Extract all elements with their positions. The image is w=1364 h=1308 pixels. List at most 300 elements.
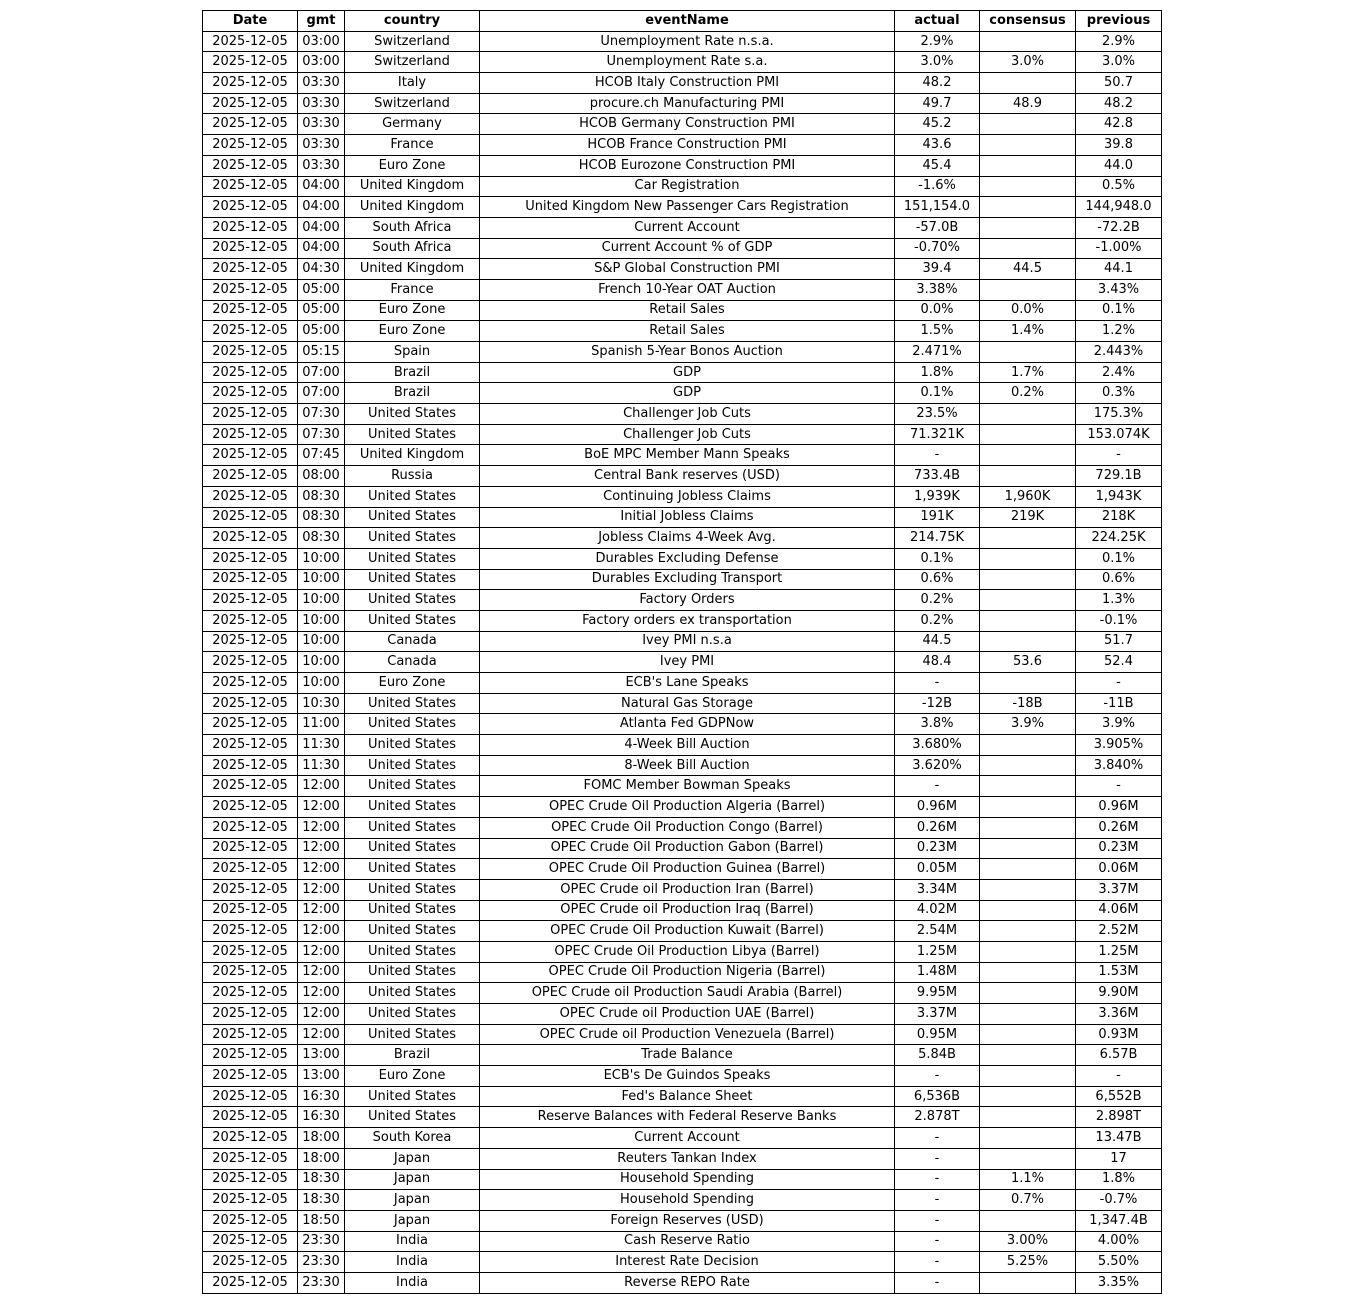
cell-eventname: OPEC Crude Oil Production Algeria (Barrel)	[480, 797, 895, 818]
cell-gmt: 10:00	[298, 569, 345, 590]
table-row	[203, 735, 1162, 756]
cell-date: 2025-12-05	[203, 1252, 298, 1273]
cell-country: United Kingdom	[345, 197, 480, 218]
cell-gmt: 10:00	[298, 673, 345, 694]
cell-country: United States	[345, 1004, 480, 1025]
cell-eventname: Factory Orders	[480, 590, 895, 611]
cell-gmt: 12:00	[298, 797, 345, 818]
cell-actual: 5.84B	[895, 1045, 980, 1066]
cell-gmt: 10:00	[298, 610, 345, 631]
cell-eventname: Current Account	[480, 1128, 895, 1149]
cell-previous: 42.8	[1076, 114, 1162, 135]
cell-gmt: 12:00	[298, 817, 345, 838]
cell-gmt: 05:15	[298, 342, 345, 363]
cell-previous: 0.26M	[1076, 817, 1162, 838]
cell-previous: 1.25M	[1076, 941, 1162, 962]
cell-eventname: OPEC Crude oil Production UAE (Barrel)	[480, 1004, 895, 1025]
cell-country: Italy	[345, 73, 480, 94]
cell-actual: 23.5%	[895, 404, 980, 425]
table-row	[203, 1252, 1162, 1273]
cell-country: United States	[345, 859, 480, 880]
cell-date: 2025-12-05	[203, 1024, 298, 1045]
cell-previous: 0.5%	[1076, 176, 1162, 197]
cell-eventname: Current Account	[480, 217, 895, 238]
cell-date: 2025-12-05	[203, 52, 298, 73]
table-row	[203, 1148, 1162, 1169]
cell-gmt: 04:00	[298, 217, 345, 238]
cell-actual: 0.05M	[895, 859, 980, 880]
cell-previous: 3.9%	[1076, 714, 1162, 735]
cell-date: 2025-12-05	[203, 1148, 298, 1169]
cell-date: 2025-12-05	[203, 238, 298, 259]
cell-date: 2025-12-05	[203, 383, 298, 404]
cell-gmt: 18:00	[298, 1128, 345, 1149]
table-row	[203, 342, 1162, 363]
cell-country: Canada	[345, 652, 480, 673]
cell-eventname: OPEC Crude oil Production Saudi Arabia (Barrel)	[480, 983, 895, 1004]
cell-gmt: 12:00	[298, 941, 345, 962]
column-header-eventname: eventName	[480, 11, 895, 32]
table-row	[203, 1272, 1162, 1293]
cell-date: 2025-12-05	[203, 962, 298, 983]
cell-eventname: Cash Reserve Ratio	[480, 1231, 895, 1252]
cell-actual: 0.96M	[895, 797, 980, 818]
cell-previous: 3.37M	[1076, 879, 1162, 900]
cell-date: 2025-12-05	[203, 114, 298, 135]
cell-previous: 153.074K	[1076, 424, 1162, 445]
cell-country: Brazil	[345, 1045, 480, 1066]
cell-eventname: OPEC Crude Oil Production Libya (Barrel)	[480, 941, 895, 962]
table-row	[203, 797, 1162, 818]
cell-country: South Africa	[345, 238, 480, 259]
cell-consensus	[980, 1004, 1076, 1025]
cell-actual: 0.0%	[895, 300, 980, 321]
cell-date: 2025-12-05	[203, 528, 298, 549]
cell-eventname: OPEC Crude oil Production Venezuela (Barrel)	[480, 1024, 895, 1045]
cell-previous: 1,347.4B	[1076, 1210, 1162, 1231]
cell-eventname: FOMC Member Bowman Speaks	[480, 776, 895, 797]
cell-gmt: 05:00	[298, 321, 345, 342]
cell-consensus	[980, 879, 1076, 900]
cell-eventname: BoE MPC Member Mann Speaks	[480, 445, 895, 466]
cell-previous: -	[1076, 1066, 1162, 1087]
cell-eventname: United Kingdom New Passenger Cars Registration	[480, 197, 895, 218]
cell-country: United States	[345, 610, 480, 631]
cell-country: France	[345, 135, 480, 156]
cell-eventname: OPEC Crude oil Production Iraq (Barrel)	[480, 900, 895, 921]
cell-actual: -	[895, 1252, 980, 1273]
cell-consensus: 53.6	[980, 652, 1076, 673]
cell-previous: 0.3%	[1076, 383, 1162, 404]
cell-date: 2025-12-05	[203, 1169, 298, 1190]
cell-previous: 3.905%	[1076, 735, 1162, 756]
cell-previous: 6.57B	[1076, 1045, 1162, 1066]
cell-country: United States	[345, 486, 480, 507]
cell-country: South Africa	[345, 217, 480, 238]
cell-country: United States	[345, 1024, 480, 1045]
cell-actual: 71.321K	[895, 424, 980, 445]
cell-eventname: Atlanta Fed GDPNow	[480, 714, 895, 735]
cell-consensus	[980, 1066, 1076, 1087]
column-header-gmt: gmt	[298, 11, 345, 32]
cell-consensus	[980, 983, 1076, 1004]
cell-previous: 0.23M	[1076, 838, 1162, 859]
cell-actual: 2.9%	[895, 31, 980, 52]
table-row	[203, 941, 1162, 962]
cell-previous: 729.1B	[1076, 466, 1162, 487]
cell-consensus	[980, 735, 1076, 756]
cell-gmt: 04:00	[298, 238, 345, 259]
cell-previous: 44.1	[1076, 259, 1162, 280]
table-row	[203, 983, 1162, 1004]
cell-country: United Kingdom	[345, 176, 480, 197]
table-row	[203, 1004, 1162, 1025]
cell-consensus: 3.0%	[980, 52, 1076, 73]
cell-consensus	[980, 1024, 1076, 1045]
cell-actual: 3.38%	[895, 279, 980, 300]
cell-eventname: Unemployment Rate n.s.a.	[480, 31, 895, 52]
cell-eventname: 8-Week Bill Auction	[480, 755, 895, 776]
cell-date: 2025-12-05	[203, 590, 298, 611]
cell-date: 2025-12-05	[203, 693, 298, 714]
table-row	[203, 548, 1162, 569]
cell-previous: 2.4%	[1076, 362, 1162, 383]
cell-actual: -	[895, 1210, 980, 1231]
cell-date: 2025-12-05	[203, 445, 298, 466]
cell-previous: 4.06M	[1076, 900, 1162, 921]
cell-eventname: HCOB France Construction PMI	[480, 135, 895, 156]
cell-date: 2025-12-05	[203, 155, 298, 176]
cell-actual: -	[895, 1169, 980, 1190]
cell-country: South Korea	[345, 1128, 480, 1149]
cell-country: United States	[345, 797, 480, 818]
cell-actual: 45.2	[895, 114, 980, 135]
cell-eventname: HCOB Eurozone Construction PMI	[480, 155, 895, 176]
cell-consensus: -18B	[980, 693, 1076, 714]
cell-eventname: Retail Sales	[480, 300, 895, 321]
cell-consensus	[980, 673, 1076, 694]
cell-country: United States	[345, 755, 480, 776]
cell-date: 2025-12-05	[203, 548, 298, 569]
cell-gmt: 11:00	[298, 714, 345, 735]
table-row	[203, 1024, 1162, 1045]
cell-consensus: 219K	[980, 507, 1076, 528]
cell-gmt: 07:00	[298, 362, 345, 383]
cell-consensus	[980, 610, 1076, 631]
cell-country: United States	[345, 693, 480, 714]
cell-previous: -0.1%	[1076, 610, 1162, 631]
cell-gmt: 08:30	[298, 507, 345, 528]
cell-gmt: 12:00	[298, 838, 345, 859]
cell-eventname: ECB's De Guindos Speaks	[480, 1066, 895, 1087]
cell-date: 2025-12-05	[203, 1210, 298, 1231]
cell-date: 2025-12-05	[203, 776, 298, 797]
table-row	[203, 879, 1162, 900]
cell-actual: 1.8%	[895, 362, 980, 383]
table-row	[203, 1210, 1162, 1231]
cell-consensus	[980, 155, 1076, 176]
table-row	[203, 755, 1162, 776]
header-row	[203, 11, 1162, 32]
column-header-country: country	[345, 11, 480, 32]
cell-gmt: 12:00	[298, 776, 345, 797]
column-header-consensus: consensus	[980, 11, 1076, 32]
table-row	[203, 135, 1162, 156]
cell-country: United States	[345, 714, 480, 735]
cell-country: India	[345, 1252, 480, 1273]
cell-consensus	[980, 176, 1076, 197]
cell-date: 2025-12-05	[203, 921, 298, 942]
cell-date: 2025-12-05	[203, 735, 298, 756]
cell-date: 2025-12-05	[203, 176, 298, 197]
cell-country: United States	[345, 838, 480, 859]
cell-gmt: 12:00	[298, 859, 345, 880]
cell-date: 2025-12-05	[203, 1231, 298, 1252]
cell-gmt: 08:30	[298, 528, 345, 549]
cell-date: 2025-12-05	[203, 1086, 298, 1107]
cell-date: 2025-12-05	[203, 507, 298, 528]
table-row	[203, 155, 1162, 176]
cell-consensus	[980, 445, 1076, 466]
cell-eventname: Durables Excluding Transport	[480, 569, 895, 590]
cell-gmt: 23:30	[298, 1252, 345, 1273]
cell-consensus	[980, 1045, 1076, 1066]
cell-previous: 3.35%	[1076, 1272, 1162, 1293]
cell-previous: -11B	[1076, 693, 1162, 714]
cell-actual: 733.4B	[895, 466, 980, 487]
cell-eventname: GDP	[480, 383, 895, 404]
table-row	[203, 176, 1162, 197]
cell-consensus	[980, 404, 1076, 425]
cell-consensus	[980, 238, 1076, 259]
cell-country: France	[345, 279, 480, 300]
table-row	[203, 259, 1162, 280]
cell-actual: 2.54M	[895, 921, 980, 942]
cell-previous: 1.3%	[1076, 590, 1162, 611]
cell-gmt: 11:30	[298, 735, 345, 756]
cell-country: United States	[345, 404, 480, 425]
cell-actual: 0.2%	[895, 610, 980, 631]
cell-date: 2025-12-05	[203, 31, 298, 52]
cell-country: United States	[345, 776, 480, 797]
cell-country: United States	[345, 528, 480, 549]
cell-actual: 0.23M	[895, 838, 980, 859]
cell-previous: 144,948.0	[1076, 197, 1162, 218]
cell-gmt: 16:30	[298, 1107, 345, 1128]
cell-gmt: 12:00	[298, 921, 345, 942]
cell-eventname: HCOB Italy Construction PMI	[480, 73, 895, 94]
cell-date: 2025-12-05	[203, 941, 298, 962]
cell-actual: -0.70%	[895, 238, 980, 259]
cell-actual: 1,939K	[895, 486, 980, 507]
table-row	[203, 1190, 1162, 1211]
cell-consensus: 44.5	[980, 259, 1076, 280]
cell-gmt: 23:30	[298, 1272, 345, 1293]
cell-consensus: 0.0%	[980, 300, 1076, 321]
cell-previous: 0.93M	[1076, 1024, 1162, 1045]
cell-gmt: 04:00	[298, 197, 345, 218]
cell-gmt: 10:00	[298, 652, 345, 673]
cell-actual: -	[895, 1272, 980, 1293]
cell-consensus	[980, 859, 1076, 880]
cell-previous: 2.898T	[1076, 1107, 1162, 1128]
table-row	[203, 238, 1162, 259]
cell-country: Canada	[345, 631, 480, 652]
cell-previous: 175.3%	[1076, 404, 1162, 425]
cell-previous: 44.0	[1076, 155, 1162, 176]
table-row	[203, 610, 1162, 631]
cell-gmt: 03:30	[298, 155, 345, 176]
cell-actual: -	[895, 1066, 980, 1087]
cell-gmt: 10:00	[298, 631, 345, 652]
cell-eventname: procure.ch Manufacturing PMI	[480, 93, 895, 114]
cell-eventname: Durables Excluding Defense	[480, 548, 895, 569]
cell-previous: 51.7	[1076, 631, 1162, 652]
cell-actual: 0.6%	[895, 569, 980, 590]
cell-previous: 4.00%	[1076, 1231, 1162, 1252]
cell-country: United States	[345, 424, 480, 445]
cell-country: Japan	[345, 1190, 480, 1211]
cell-consensus: 5.25%	[980, 1252, 1076, 1273]
cell-actual: -	[895, 776, 980, 797]
cell-eventname: Current Account % of GDP	[480, 238, 895, 259]
cell-consensus	[980, 838, 1076, 859]
table-row	[203, 652, 1162, 673]
cell-consensus	[980, 569, 1076, 590]
cell-country: Spain	[345, 342, 480, 363]
table-row	[203, 52, 1162, 73]
cell-date: 2025-12-05	[203, 859, 298, 880]
cell-country: United States	[345, 590, 480, 611]
cell-date: 2025-12-05	[203, 610, 298, 631]
cell-eventname: Ivey PMI n.s.a	[480, 631, 895, 652]
cell-previous: 9.90M	[1076, 983, 1162, 1004]
cell-date: 2025-12-05	[203, 300, 298, 321]
cell-previous: 50.7	[1076, 73, 1162, 94]
cell-actual: 9.95M	[895, 983, 980, 1004]
cell-eventname: Household Spending	[480, 1169, 895, 1190]
cell-actual: 45.4	[895, 155, 980, 176]
cell-eventname: OPEC Crude Oil Production Kuwait (Barrel)	[480, 921, 895, 942]
economic-calendar-table	[202, 10, 1162, 1294]
cell-consensus: 1.1%	[980, 1169, 1076, 1190]
table-row	[203, 859, 1162, 880]
cell-previous: 1.8%	[1076, 1169, 1162, 1190]
cell-previous: 0.1%	[1076, 548, 1162, 569]
table-row	[203, 569, 1162, 590]
cell-date: 2025-12-05	[203, 1066, 298, 1087]
cell-previous: 3.43%	[1076, 279, 1162, 300]
cell-country: United States	[345, 1107, 480, 1128]
table-row	[203, 1045, 1162, 1066]
cell-previous: 218K	[1076, 507, 1162, 528]
cell-consensus	[980, 528, 1076, 549]
cell-gmt: 03:30	[298, 135, 345, 156]
cell-gmt: 03:00	[298, 52, 345, 73]
cell-previous: -	[1076, 673, 1162, 694]
cell-consensus	[980, 776, 1076, 797]
cell-gmt: 04:30	[298, 259, 345, 280]
table-row	[203, 1107, 1162, 1128]
cell-consensus	[980, 797, 1076, 818]
cell-gmt: 04:00	[298, 176, 345, 197]
cell-date: 2025-12-05	[203, 362, 298, 383]
cell-consensus: 1.4%	[980, 321, 1076, 342]
cell-actual: 0.1%	[895, 548, 980, 569]
cell-eventname: Fed's Balance Sheet	[480, 1086, 895, 1107]
cell-actual: 43.6	[895, 135, 980, 156]
cell-previous: 2.9%	[1076, 31, 1162, 52]
cell-gmt: 12:00	[298, 983, 345, 1004]
table-row	[203, 300, 1162, 321]
cell-previous: 3.840%	[1076, 755, 1162, 776]
cell-date: 2025-12-05	[203, 466, 298, 487]
cell-country: United States	[345, 941, 480, 962]
cell-date: 2025-12-05	[203, 135, 298, 156]
cell-date: 2025-12-05	[203, 321, 298, 342]
table-row	[203, 279, 1162, 300]
cell-country: Euro Zone	[345, 155, 480, 176]
table-row	[203, 590, 1162, 611]
cell-gmt: 03:30	[298, 114, 345, 135]
cell-consensus: 1.7%	[980, 362, 1076, 383]
cell-consensus	[980, 755, 1076, 776]
cell-consensus	[980, 1086, 1076, 1107]
table-row	[203, 1169, 1162, 1190]
cell-date: 2025-12-05	[203, 714, 298, 735]
cell-eventname: Household Spending	[480, 1190, 895, 1211]
table-row	[203, 817, 1162, 838]
cell-previous: -72.2B	[1076, 217, 1162, 238]
table-row	[203, 673, 1162, 694]
cell-country: Germany	[345, 114, 480, 135]
cell-gmt: 03:30	[298, 93, 345, 114]
cell-country: United States	[345, 735, 480, 756]
cell-gmt: 18:30	[298, 1169, 345, 1190]
cell-eventname: Reuters Tankan Index	[480, 1148, 895, 1169]
table-row	[203, 31, 1162, 52]
cell-country: Euro Zone	[345, 321, 480, 342]
cell-gmt: 05:00	[298, 300, 345, 321]
table-row	[203, 693, 1162, 714]
table-row	[203, 900, 1162, 921]
cell-eventname: Retail Sales	[480, 321, 895, 342]
cell-consensus	[980, 941, 1076, 962]
cell-consensus	[980, 279, 1076, 300]
cell-actual: -1.6%	[895, 176, 980, 197]
cell-eventname: Ivey PMI	[480, 652, 895, 673]
cell-date: 2025-12-05	[203, 569, 298, 590]
cell-date: 2025-12-05	[203, 838, 298, 859]
event-table-body	[203, 31, 1162, 1293]
cell-eventname: Foreign Reserves (USD)	[480, 1210, 895, 1231]
cell-country: Japan	[345, 1148, 480, 1169]
cell-country: United States	[345, 1086, 480, 1107]
cell-date: 2025-12-05	[203, 817, 298, 838]
cell-gmt: 12:00	[298, 1004, 345, 1025]
cell-consensus: 3.9%	[980, 714, 1076, 735]
cell-eventname: OPEC Crude Oil Production Guinea (Barrel)	[480, 859, 895, 880]
cell-previous: 48.2	[1076, 93, 1162, 114]
cell-consensus	[980, 631, 1076, 652]
column-header-previous: previous	[1076, 11, 1162, 32]
cell-country: Switzerland	[345, 31, 480, 52]
cell-gmt: 10:00	[298, 590, 345, 611]
cell-date: 2025-12-05	[203, 797, 298, 818]
table-row	[203, 197, 1162, 218]
cell-date: 2025-12-05	[203, 259, 298, 280]
cell-consensus	[980, 900, 1076, 921]
